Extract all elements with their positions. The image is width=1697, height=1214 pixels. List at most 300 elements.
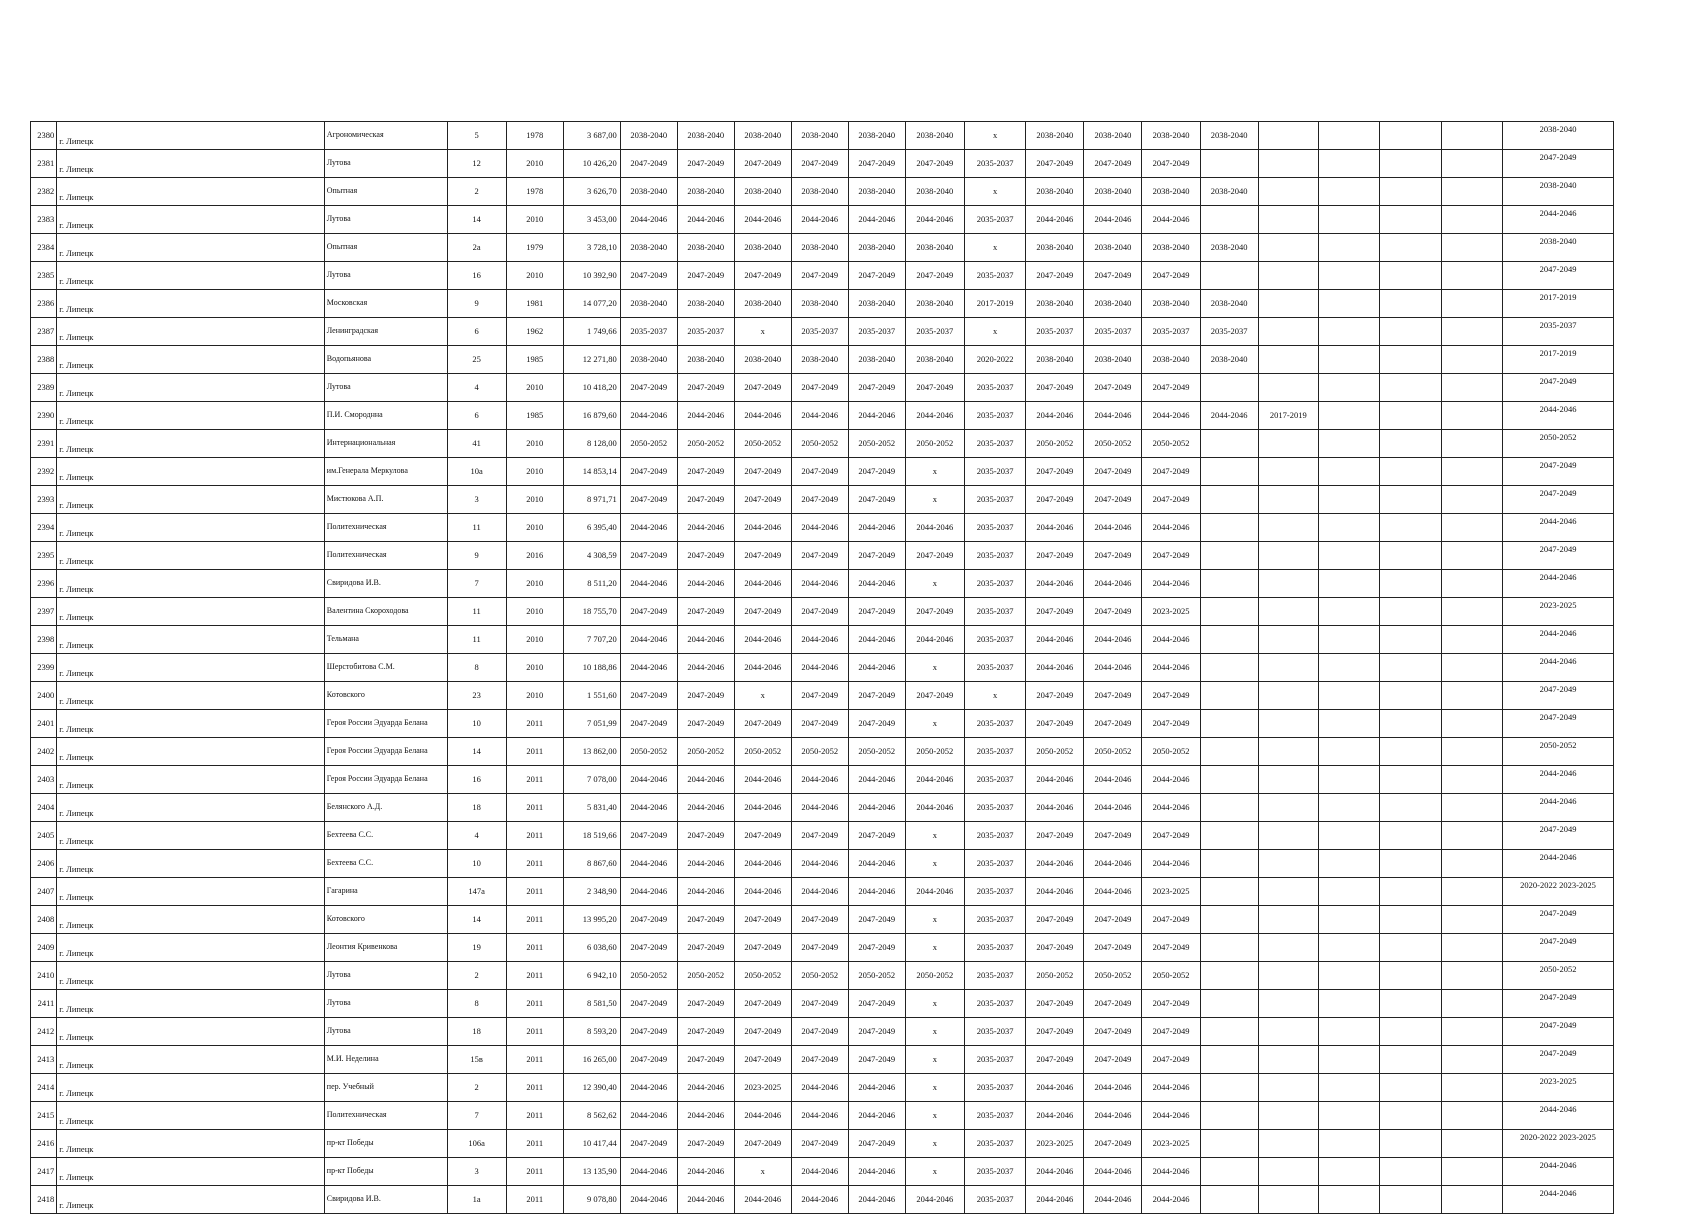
period-cell: 2044-2046 [1026,766,1084,794]
period-cell: x [905,906,964,934]
period-cell: 2047-2049 [1142,906,1200,934]
period-cell [1200,710,1258,738]
street-cell: Лутова [324,262,447,290]
city-cell: г. Липецк [57,1158,324,1186]
period-cell: 2047-2049 [677,1046,734,1074]
period-cell: 2044-2046 [620,570,677,598]
overall-period-cell: 2017-2019 [1503,346,1614,374]
period-cell: 2047-2049 [620,486,677,514]
period-cell [1441,682,1502,710]
period-cell [1200,1018,1258,1046]
period-cell: 2047-2049 [1026,682,1084,710]
period-cell: 2035-2037 [964,906,1025,934]
period-cell [1441,318,1502,346]
period-cell [1258,346,1318,374]
period-cell: 2035-2037 [964,542,1025,570]
area-cell: 8 971,71 [563,486,620,514]
table-row [31,486,1614,514]
period-cell: 2050-2052 [677,738,734,766]
street-cell: М.И. Неделина [324,1046,447,1074]
area-cell: 3 453,00 [563,206,620,234]
area-cell: 6 395,40 [563,514,620,542]
period-cell: x [905,990,964,1018]
period-cell: 2044-2046 [1142,1158,1200,1186]
period-cell: 2050-2052 [734,430,791,458]
house-number-cell: 6 [447,402,506,430]
period-cell: 2050-2052 [734,962,791,990]
city-cell: г. Липецк [57,1102,324,1130]
period-cell: 2044-2046 [734,794,791,822]
period-cell: 2044-2046 [1084,794,1142,822]
period-cell: 2047-2049 [734,458,791,486]
table-row [31,934,1614,962]
city-cell: г. Липецк [57,178,324,206]
period-cell [1200,206,1258,234]
period-cell: 2038-2040 [791,290,848,318]
period-cell: 2047-2049 [791,542,848,570]
period-cell: 2044-2046 [734,1102,791,1130]
period-cell: 2047-2049 [848,682,905,710]
period-cell: 2023-2025 [1142,878,1200,906]
period-cell: 2047-2049 [848,150,905,178]
build-year-cell: 2010 [506,430,563,458]
period-cell [1318,458,1379,486]
house-number-cell: 8 [447,990,506,1018]
row-number-cell: 2415 [31,1102,57,1130]
street-cell: Котовского [324,682,447,710]
period-cell: 2023-2025 [1026,1130,1084,1158]
table-row [31,654,1614,682]
period-cell: 2044-2046 [1026,626,1084,654]
period-cell [1318,290,1379,318]
build-year-cell: 1985 [506,402,563,430]
period-cell: 2044-2046 [791,766,848,794]
period-cell [1380,626,1441,654]
period-cell: 2038-2040 [905,178,964,206]
period-cell [1258,570,1318,598]
street-cell: Героя России Эдуарда Белана [324,766,447,794]
period-cell [1318,766,1379,794]
period-cell: 2044-2046 [734,626,791,654]
city-cell: г. Липецк [57,626,324,654]
period-cell [1441,1130,1502,1158]
table-row [31,374,1614,402]
period-cell: 2044-2046 [848,1074,905,1102]
city-cell: г. Липецк [57,990,324,1018]
period-cell [1380,262,1441,290]
period-cell: 2047-2049 [734,150,791,178]
period-cell: 2035-2037 [1084,318,1142,346]
period-cell: 2047-2049 [1026,598,1084,626]
period-cell [1200,262,1258,290]
period-cell [1380,1018,1441,1046]
period-cell: 2047-2049 [1084,822,1142,850]
period-cell: 2047-2049 [1026,990,1084,1018]
period-cell: 2035-2037 [964,206,1025,234]
street-cell: Водопьянова [324,346,447,374]
period-cell: 2047-2049 [734,1018,791,1046]
period-cell: x [734,1158,791,1186]
period-cell: 2038-2040 [1142,234,1200,262]
period-cell [1441,150,1502,178]
period-cell: 2047-2049 [848,1018,905,1046]
period-cell: 2035-2037 [677,318,734,346]
area-cell: 13 995,20 [563,906,620,934]
period-cell [1318,486,1379,514]
area-cell: 12 271,80 [563,346,620,374]
housing-repair-schedule-table [30,121,1614,1214]
period-cell: 2047-2049 [677,710,734,738]
period-cell: 2044-2046 [1084,206,1142,234]
period-cell [1258,486,1318,514]
period-cell: 2047-2049 [791,150,848,178]
period-cell: 2038-2040 [677,178,734,206]
build-year-cell: 2010 [506,570,563,598]
period-cell: 2044-2046 [1026,878,1084,906]
period-cell [1200,654,1258,682]
period-cell [1318,1102,1379,1130]
period-cell [1318,990,1379,1018]
overall-period-cell: 2044-2046 [1503,206,1614,234]
period-cell [1200,822,1258,850]
period-cell [1258,1074,1318,1102]
city-cell: г. Липецк [57,1046,324,1074]
period-cell: 2044-2046 [734,654,791,682]
city-cell: г. Липецк [57,906,324,934]
street-cell: пер. Учебный [324,1074,447,1102]
period-cell: 2047-2049 [905,374,964,402]
house-number-cell: 1а [447,1186,506,1214]
row-number-cell: 2398 [31,626,57,654]
city-cell: г. Липецк [57,262,324,290]
table-row [31,626,1614,654]
period-cell: 2047-2049 [1142,542,1200,570]
house-number-cell: 6 [447,318,506,346]
period-cell [1380,514,1441,542]
period-cell [1380,122,1441,150]
period-cell [1380,458,1441,486]
period-cell: x [905,654,964,682]
row-number-cell: 2413 [31,1046,57,1074]
period-cell: 2044-2046 [1084,850,1142,878]
overall-period-cell: 2044-2046 [1503,766,1614,794]
period-cell: 2047-2049 [848,262,905,290]
street-cell: П.И. Смороднна [324,402,447,430]
period-cell: 2038-2040 [1084,234,1142,262]
period-cell [1441,738,1502,766]
house-number-cell: 2 [447,1074,506,1102]
period-cell: 2035-2037 [964,430,1025,458]
house-number-cell: 106а [447,1130,506,1158]
period-cell: 2050-2052 [848,430,905,458]
build-year-cell: 2011 [506,766,563,794]
table-row [31,1102,1614,1130]
table-row [31,850,1614,878]
period-cell [1318,542,1379,570]
period-cell: 2047-2049 [1142,458,1200,486]
period-cell: 2047-2049 [734,710,791,738]
period-cell: 2044-2046 [1084,1074,1142,1102]
period-cell: 2044-2046 [791,1158,848,1186]
house-number-cell: 8 [447,654,506,682]
period-cell: 2047-2049 [677,486,734,514]
table-row [31,178,1614,206]
area-cell: 8 867,60 [563,850,620,878]
period-cell: 2044-2046 [1084,570,1142,598]
period-cell [1441,430,1502,458]
city-cell: г. Липецк [57,234,324,262]
period-cell: 2044-2046 [791,794,848,822]
period-cell: 2044-2046 [1142,766,1200,794]
period-cell: 2038-2040 [677,234,734,262]
period-cell: 2047-2049 [620,150,677,178]
period-cell: x [964,122,1025,150]
period-cell [1318,374,1379,402]
period-cell: 2044-2046 [1142,1186,1200,1214]
period-cell [1200,1130,1258,1158]
period-cell: 2047-2049 [677,934,734,962]
period-cell: 2044-2046 [905,626,964,654]
period-cell: 2038-2040 [1026,234,1084,262]
period-cell: 2047-2049 [734,906,791,934]
city-cell: г. Липецк [57,486,324,514]
period-cell: 2044-2046 [620,766,677,794]
period-cell: 2047-2049 [848,1046,905,1074]
street-cell: Лутова [324,962,447,990]
period-cell: 2044-2046 [1026,1158,1084,1186]
period-cell [1380,430,1441,458]
house-number-cell: 19 [447,934,506,962]
period-cell: 2044-2046 [905,766,964,794]
build-year-cell: 2016 [506,542,563,570]
row-number-cell: 2389 [31,374,57,402]
period-cell [1380,402,1441,430]
house-number-cell: 9 [447,542,506,570]
period-cell: 2038-2040 [1142,178,1200,206]
period-cell: 2044-2046 [620,1074,677,1102]
area-cell: 7 078,00 [563,766,620,794]
build-year-cell: 1978 [506,178,563,206]
period-cell: 2047-2049 [905,150,964,178]
period-cell [1258,150,1318,178]
period-cell: 2047-2049 [1026,542,1084,570]
period-cell: 2035-2037 [964,1046,1025,1074]
period-cell: 2047-2049 [620,1018,677,1046]
period-cell [1258,598,1318,626]
period-cell: 2047-2049 [1026,458,1084,486]
period-cell: 2047-2049 [1084,598,1142,626]
table-row [31,542,1614,570]
period-cell: 2044-2046 [1026,1074,1084,1102]
period-cell [1200,962,1258,990]
row-number-cell: 2407 [31,878,57,906]
period-cell [1258,178,1318,206]
area-cell: 5 831,40 [563,794,620,822]
period-cell: x [905,1046,964,1074]
period-cell: 2044-2046 [1142,570,1200,598]
period-cell: 2044-2046 [620,794,677,822]
row-number-cell: 2386 [31,290,57,318]
build-year-cell: 2011 [506,990,563,1018]
street-cell: Политехническая [324,542,447,570]
city-cell: г. Липецк [57,1186,324,1214]
table-row [31,234,1614,262]
period-cell [1318,1018,1379,1046]
period-cell: 2047-2049 [734,1046,791,1074]
period-cell: 2047-2049 [1084,1130,1142,1158]
area-cell: 1 551,60 [563,682,620,710]
period-cell: 2047-2049 [1084,1018,1142,1046]
city-cell: г. Липецк [57,682,324,710]
period-cell: 2047-2049 [734,934,791,962]
period-cell [1380,318,1441,346]
period-cell: 2047-2049 [1026,374,1084,402]
overall-period-cell: 2047-2049 [1503,262,1614,290]
period-cell: 2044-2046 [791,850,848,878]
period-cell [1380,150,1441,178]
period-cell: 2035-2037 [964,654,1025,682]
house-number-cell: 18 [447,794,506,822]
period-cell [1380,850,1441,878]
period-cell [1200,486,1258,514]
period-cell: 2047-2049 [1142,1018,1200,1046]
build-year-cell: 2010 [506,682,563,710]
row-number-cell: 2402 [31,738,57,766]
period-cell: 2047-2049 [734,262,791,290]
period-cell: 2047-2049 [848,710,905,738]
period-cell: 2035-2037 [964,822,1025,850]
period-cell [1441,934,1502,962]
period-cell: 2044-2046 [1142,206,1200,234]
period-cell [1441,1102,1502,1130]
overall-period-cell: 2023-2025 [1503,1074,1614,1102]
area-cell: 4 308,59 [563,542,620,570]
overall-period-cell: 2050-2052 [1503,430,1614,458]
table-row [31,1018,1614,1046]
period-cell: x [905,458,964,486]
city-cell: г. Липецк [57,206,324,234]
city-cell: г. Липецк [57,1074,324,1102]
overall-period-cell: 2044-2046 [1503,514,1614,542]
period-cell: 2047-2049 [848,598,905,626]
overall-period-cell: 2038-2040 [1503,178,1614,206]
overall-period-cell: 2047-2049 [1503,542,1614,570]
period-cell [1441,402,1502,430]
table-row [31,262,1614,290]
build-year-cell: 2011 [506,1074,563,1102]
period-cell: 2047-2049 [734,990,791,1018]
street-cell: Бехтеева С.С. [324,850,447,878]
period-cell [1200,1074,1258,1102]
house-number-cell: 2 [447,178,506,206]
period-cell: 2035-2037 [964,794,1025,822]
period-cell [1258,1130,1318,1158]
period-cell: 2044-2046 [1142,1102,1200,1130]
city-cell: г. Липецк [57,878,324,906]
area-cell: 6 038,60 [563,934,620,962]
period-cell: 2035-2037 [964,878,1025,906]
city-cell: г. Липецк [57,1130,324,1158]
period-cell: 2038-2040 [848,290,905,318]
period-cell: 2038-2040 [1084,122,1142,150]
build-year-cell: 2010 [506,626,563,654]
period-cell [1441,178,1502,206]
table-row [31,990,1614,1018]
row-number-cell: 2411 [31,990,57,1018]
overall-period-cell: 2044-2046 [1503,1158,1614,1186]
period-cell [1258,514,1318,542]
period-cell [1441,570,1502,598]
period-cell: 2050-2052 [848,738,905,766]
house-number-cell: 16 [447,766,506,794]
period-cell: 2023-2025 [734,1074,791,1102]
period-cell [1200,850,1258,878]
period-cell: 2038-2040 [677,290,734,318]
period-cell: 2038-2040 [848,234,905,262]
period-cell: 2035-2037 [964,766,1025,794]
period-cell [1200,934,1258,962]
period-cell: 2038-2040 [791,346,848,374]
period-cell [1380,878,1441,906]
area-cell: 3 626,70 [563,178,620,206]
period-cell: 2035-2037 [964,710,1025,738]
period-cell [1441,1046,1502,1074]
period-cell: 2044-2046 [1026,654,1084,682]
city-cell: г. Липецк [57,738,324,766]
period-cell: 2044-2046 [791,1186,848,1214]
period-cell: 2044-2046 [734,1186,791,1214]
period-cell: 2050-2052 [620,738,677,766]
row-number-cell: 2380 [31,122,57,150]
period-cell: 2044-2046 [1142,654,1200,682]
period-cell [1380,1046,1441,1074]
period-cell [1380,822,1441,850]
period-cell: 2050-2052 [1142,430,1200,458]
house-number-cell: 4 [447,374,506,402]
house-number-cell: 41 [447,430,506,458]
street-cell: Тельмана [324,626,447,654]
street-cell: пр-кт Победы [324,1158,447,1186]
period-cell: 2047-2049 [1084,486,1142,514]
period-cell: 2050-2052 [1084,962,1142,990]
period-cell: 2038-2040 [1200,122,1258,150]
period-cell [1380,1074,1441,1102]
period-cell: 2038-2040 [905,346,964,374]
period-cell: 2044-2046 [1026,206,1084,234]
row-number-cell: 2390 [31,402,57,430]
period-cell: 2047-2049 [791,710,848,738]
period-cell: 2047-2049 [1026,934,1084,962]
overall-period-cell: 2047-2049 [1503,1046,1614,1074]
period-cell [1380,346,1441,374]
period-cell [1380,178,1441,206]
table-row [31,710,1614,738]
area-cell: 10 418,20 [563,374,620,402]
street-cell: Героя России Эдуарда Белана [324,710,447,738]
build-year-cell: 2011 [506,738,563,766]
period-cell: 2047-2049 [620,598,677,626]
period-cell [1318,794,1379,822]
period-cell [1200,514,1258,542]
overall-period-cell: 2044-2046 [1503,1102,1614,1130]
row-number-cell: 2381 [31,150,57,178]
period-cell [1441,710,1502,738]
period-cell: 2020-2022 [964,346,1025,374]
area-cell: 13 135,90 [563,1158,620,1186]
period-cell: 2050-2052 [620,962,677,990]
period-cell [1318,626,1379,654]
period-cell: 2047-2049 [1084,150,1142,178]
